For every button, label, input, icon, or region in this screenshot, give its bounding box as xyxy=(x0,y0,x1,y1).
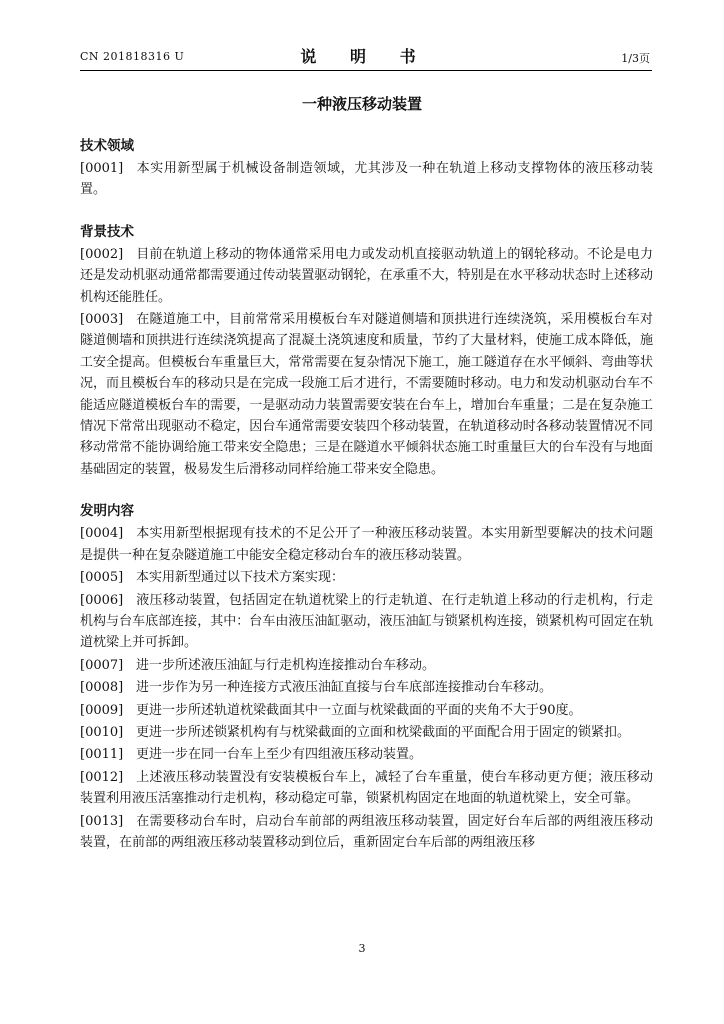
document-title: 一种液压移动装置 xyxy=(301,95,422,113)
paragraph xyxy=(80,767,653,810)
paragraph xyxy=(80,567,653,588)
paragraph-number: [0013] xyxy=(80,813,124,829)
paragraph-text: 目前在轨道上移动的物体通常采用电力或发动机直接驱动轨道上的钢轮移动。不论是电力还是发动机驱动通常都需要通过传动装置驱动钢轮，在承重不大，特别是在水平移动状态时上述移动机构还能胜任。 xyxy=(80,246,653,305)
section-background xyxy=(80,221,653,480)
paragraph-text: 本实用新型通过以下技术方案实现： xyxy=(136,570,345,586)
paragraph-number: [0007] xyxy=(80,657,124,673)
header-divider xyxy=(80,70,652,71)
paragraph-text: 进一步作为另一种连接方式液压油缸直接与台车底部连接推动台车移动。 xyxy=(136,680,553,696)
paragraph xyxy=(80,655,653,676)
paragraph xyxy=(80,700,653,721)
section-heading: 背景技术 xyxy=(80,223,134,240)
paragraph-number: [0010] xyxy=(80,724,124,740)
paragraph-text: 上述液压移动装置没有安装模板台车上，减轻了台车重量，使台车移动更方便；液压移动装置利用液压活塞推动行走机构，移动稳定可靠，锁紧机构固定在地面的轨道枕梁上，安全可靠。 xyxy=(80,769,653,807)
page-counter: 1/3页 xyxy=(621,52,650,65)
section-heading: 技术领域 xyxy=(80,138,134,154)
paragraph xyxy=(80,722,653,743)
paragraph xyxy=(80,590,653,654)
paragraph-text: 更进一步所述轨道枕梁截面其中一立面与枕梁截面的平面的夹角不大于90度。 xyxy=(136,702,582,718)
paragraph-text: 在隧道施工中，目前常常采用模板台车对隧道侧墙和顶拱进行连续浇筑，采用模板台车对隧道侧墙和顶拱进行连续浇筑提高了混凝土浇筑速度和质量，节约了大量材料，使施工成本降低，施工安全提高。但模板台车重量巨大，常常需要在复杂情况下施工，施工隧道存在水平倾斜、弯曲等状况，而且模板台车的移动只是在完成一段施工后才进行，不需要随时移动。电力和发动机驱动台车不能适应隧道模板台车的需要，一是驱动动力装置需要安装在台车上，增加台车重量；二是在复杂施工情况下常常出现驱动不稳定，因台车通常需要安装四个移动装置，在轨道移动时各移动装置情况不同移动常常不能协调给施工带来安全隐患；三是在隧道水平倾斜状态施工时重量巨大的台车没有与地面基础固定的装置，极易发生后滑移动同样给施工带来安全隐患。 xyxy=(80,312,653,477)
paragraph xyxy=(80,744,653,765)
paragraph-number: [0009] xyxy=(80,702,124,718)
paragraph-number: [0004] xyxy=(80,526,124,542)
paragraph-text: 本实用新型属于机械设备制造领域，尤其涉及一种在轨道上移动支撑物体的液压移动装置。 xyxy=(80,161,653,198)
section-heading: 发明内容 xyxy=(80,503,134,520)
paragraph-text: 进一步所述液压油缸与行走机构连接推动台车移动。 xyxy=(136,657,436,673)
patent-number: CN 201818316 U xyxy=(80,50,185,63)
paragraph xyxy=(80,158,653,201)
paragraph-number: [0006] xyxy=(80,592,124,608)
paragraph xyxy=(80,244,653,308)
document-type: 说 明 书 xyxy=(300,47,430,66)
section-summary xyxy=(80,500,653,853)
paragraph xyxy=(80,677,653,698)
paragraph-text: 更进一步在同一台车上至少有四组液压移动装置。 xyxy=(136,747,423,763)
page-number: 3 xyxy=(358,942,366,955)
paragraph-number: [0005] xyxy=(80,570,124,586)
paragraph-number: [0002] xyxy=(80,246,124,262)
paragraph-number: [0003] xyxy=(80,312,124,328)
paragraph-text: 更进一步所述锁紧机构有与枕梁截面的立面和枕梁截面的平面配合用于固定的锁紧扣。 xyxy=(136,724,631,740)
paragraph-number: [0011] xyxy=(80,747,124,763)
document-body xyxy=(80,135,653,873)
paragraph xyxy=(80,309,653,480)
paragraph-number: [0012] xyxy=(80,769,124,785)
page-header xyxy=(80,42,650,70)
paragraph-number: [0001] xyxy=(80,161,124,176)
paragraph-text: 液压移动装置，包括固定在轨道枕梁上的行走轨道、在行走轨道上移动的行走机构，行走机构与台车底部连接，其中：台车由液压油缸驱动，液压油缸与锁紧机构连接，锁紧机构可固定在轨道枕梁上并可拆卸。 xyxy=(80,592,653,651)
paragraph xyxy=(80,523,653,566)
paragraph xyxy=(80,811,653,854)
section-technical-field xyxy=(80,135,653,201)
paragraph-number: [0008] xyxy=(80,680,124,696)
paragraph-text: 在需要移动台车时，启动台车前部的两组液压移动装置，固定好台车后部的两组液压移动装置，在前部的两组液压移动装置移动到位后，重新固定台车后部的两组液压移 xyxy=(80,813,653,850)
paragraph-text: 本实用新型根据现有技术的不足公开了一种液压移动装置。本实用新型要解决的技术问题是提供一种在复杂隧道施工中能安全稳定移动台车的液压移动装置。 xyxy=(80,526,653,563)
